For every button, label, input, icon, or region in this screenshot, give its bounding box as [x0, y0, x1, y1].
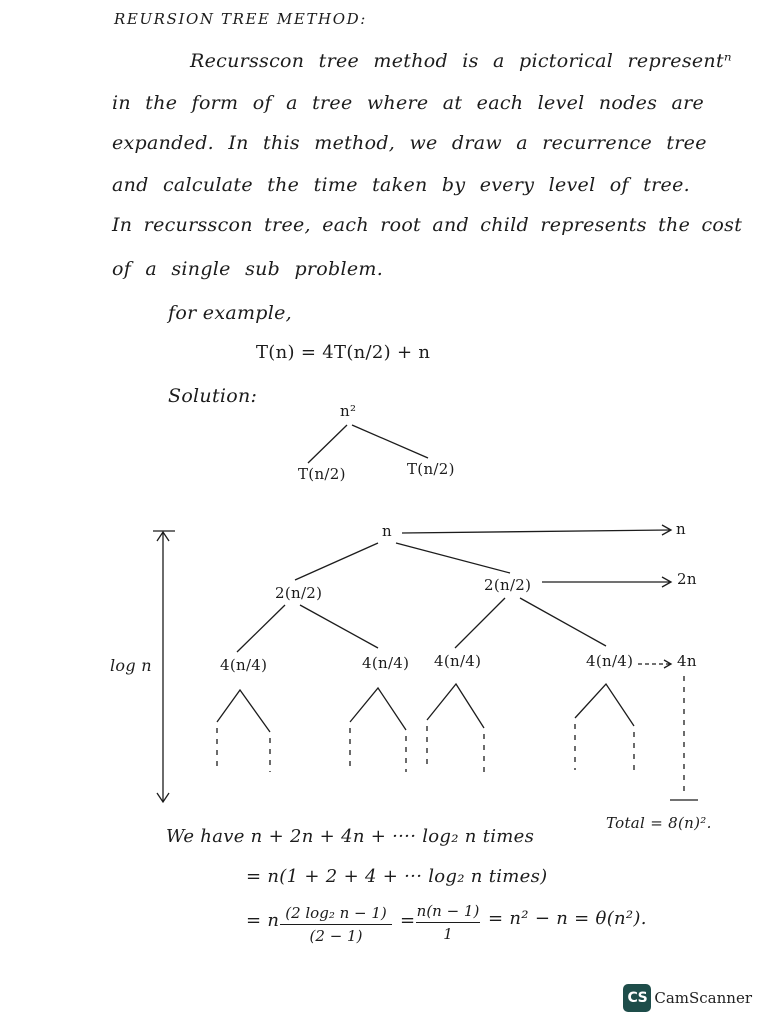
edge-root-right — [396, 543, 510, 573]
derivation-equals: = — [400, 910, 416, 931]
camscanner-brand: CamScanner — [654, 989, 752, 1007]
derivation-line-3-rest: = n² − n = θ(n²). — [488, 908, 647, 929]
level2-node-1: 4(n/4) — [220, 656, 268, 674]
camscanner-logo-icon: CS — [623, 984, 651, 1012]
tree-height-label: log n — [110, 656, 152, 675]
edge-root-left — [295, 543, 378, 580]
paragraph-line-1: Recursscon tree method is a pictorical representⁿ — [190, 50, 732, 72]
tree-root-node: n — [382, 522, 392, 540]
recurrence-equation: T(n) = 4T(n/2) + n — [256, 342, 431, 363]
paragraph-line-4: and calculate the time taken by every level of tree. — [112, 174, 690, 196]
paragraph-line-5: In recursscon tree, each root and child represents the cost — [112, 214, 743, 236]
edge-l1left-1 — [237, 605, 285, 652]
page-title: REURSION TREE METHOD: — [114, 10, 367, 28]
camscanner-watermark — [623, 984, 752, 1012]
small-tree-left-child: T(n/2) — [298, 465, 346, 483]
solution-label: Solution: — [168, 385, 258, 407]
level2-node-3: 4(n/4) — [434, 652, 482, 670]
small-tree-edge-left — [308, 425, 347, 463]
sub-branch-3 — [427, 684, 484, 728]
level2-node-2: 4(n/4) — [362, 654, 410, 672]
derivation-line-1: We have n + 2n + 4n + ···· log₂ n times — [166, 826, 535, 847]
fraction-1-denominator: (2 − 1) — [309, 927, 363, 945]
total-cost-label: Total = 8(n)². — [606, 814, 712, 832]
level-cost-0: n — [676, 520, 686, 538]
sub-branch-2 — [350, 688, 406, 730]
level2-node-4: 4(n/4) — [586, 652, 634, 670]
sub-branch-4 — [575, 684, 634, 726]
paragraph-line-3: expanded. In this method, we draw a recurrence tree — [112, 132, 707, 154]
small-tree-root: n² — [340, 402, 357, 420]
level-cost-2: 4n — [677, 652, 697, 670]
sub-branch-1 — [217, 690, 270, 732]
paragraph-line-6: of a single sub problem. — [112, 258, 384, 280]
derivation-line-3-prefix: = n — [246, 910, 280, 931]
level-cost-1: 2n — [677, 570, 697, 588]
small-tree-right-child: T(n/2) — [407, 460, 455, 478]
example-label: for example, — [168, 302, 293, 324]
derivation-line-2: = n(1 + 2 + 4 + ··· log₂ n times) — [246, 866, 548, 887]
edge-l1right-1 — [455, 598, 505, 648]
fraction-1-numerator: (2 log₂ n − 1) — [285, 904, 387, 922]
fraction-2-numerator: n(n − 1) — [416, 902, 480, 920]
level1-right-node: 2(n/2) — [484, 576, 532, 594]
arrow-level-0 — [402, 530, 670, 533]
edge-l1left-2 — [300, 605, 378, 648]
paragraph-line-2: in the form of a tree where at each level nodes are — [112, 92, 705, 114]
level1-left-node: 2(n/2) — [275, 584, 323, 602]
edge-l1right-2 — [520, 598, 606, 646]
small-tree-edge-right — [352, 425, 428, 458]
fraction-2-denominator: 1 — [443, 925, 453, 943]
